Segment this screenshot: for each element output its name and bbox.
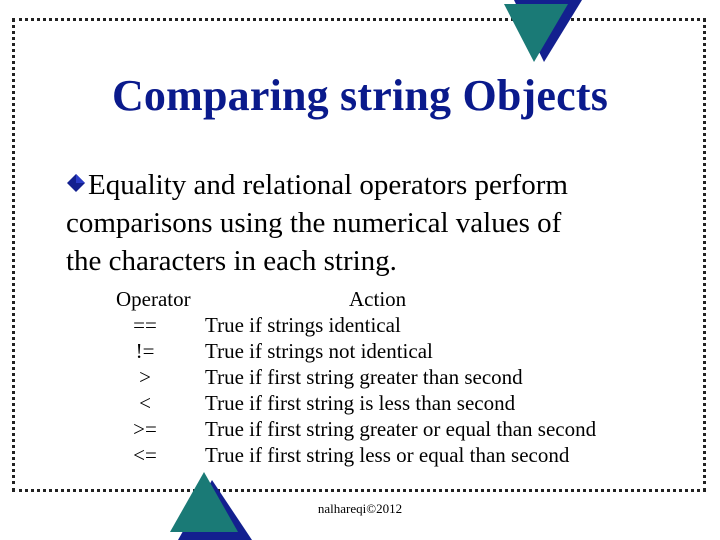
operator-cell: != (135, 339, 155, 363)
operator-cell: < (139, 391, 151, 415)
operator-cell: > (139, 365, 151, 389)
action-cell: True if first string greater or equal than second (205, 417, 597, 441)
operator-cell: <= (133, 443, 157, 467)
action-cell: True if first string greater than second (205, 365, 523, 389)
operator-cell: == (133, 313, 157, 337)
action-cell: True if first string is less than second (205, 391, 516, 415)
bullet-line: Equality and relational operators perform (88, 169, 568, 201)
operator-column-header: Operator (116, 287, 191, 311)
action-cell: True if strings identical (205, 313, 401, 337)
footer-credit: nalhareqi©2012 (317, 501, 403, 516)
diamond-bullet-icon (66, 173, 86, 193)
bullet-line: comparisons using the numerical values of (66, 207, 562, 239)
operator-cell: >= (133, 417, 157, 441)
action-cell: True if first string less or equal than second (205, 443, 570, 467)
action-cell: True if strings not identical (205, 339, 433, 363)
action-column-header: Action (349, 287, 407, 311)
page-title: Comparing string Objects (111, 71, 609, 120)
bullet-text (66, 166, 648, 280)
triangle-decoration-icon (498, 0, 582, 66)
bullet-line: the characters in each string. (66, 245, 397, 277)
